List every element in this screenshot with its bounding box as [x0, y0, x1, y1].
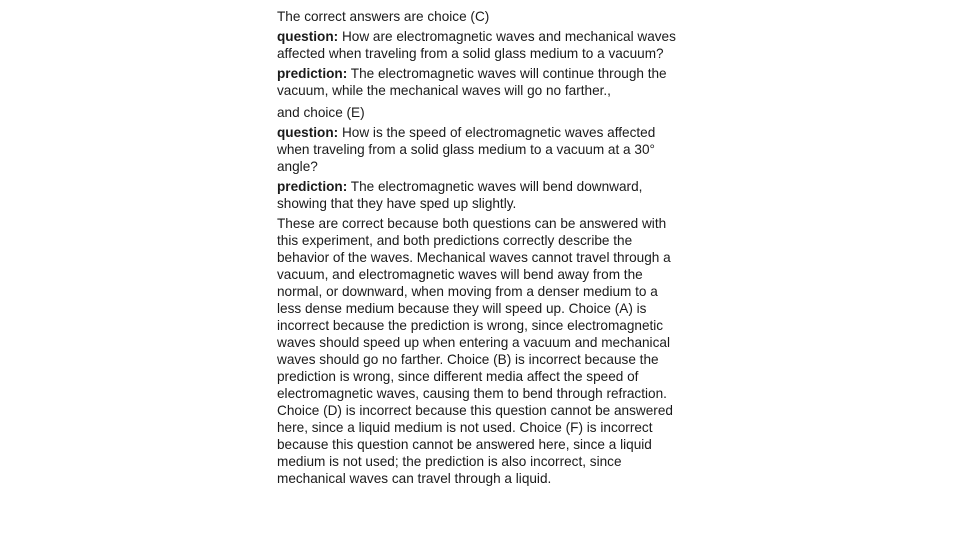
prediction-1-text: The electromagnetic waves will continue through the vacuum, while the mechanical waves will go no farther., — [277, 66, 667, 98]
question-1-label: question: — [277, 29, 339, 44]
prediction-1-label: prediction: — [277, 66, 348, 81]
explanation-paragraph: These are correct because both questions can be answered with this experiment, and both predictions correctly describe the behavior of the waves. Mechanical waves cannot travel through a vacuum, and electromagnetic waves will bend away from the normal, or downward, when moving from a denser medium to a less dense medium because they will speed up. Choice (A) is incorrect because the prediction is wrong, since electromagnetic waves should speed up when entering a vacuum and mechanical waves should go no farther. Choice (B) is incorrect because the prediction is wrong, since different media affect the speed of electromagnetic waves, causing them to bend through refraction. Choice (D) is incorrect because this question cannot be answered here, since a liquid medium is not used. Choice (F) is incorrect because this question cannot be answered here, since a liquid medium is not used; the prediction is also incorrect, since mechanical waves can travel through a liquid. — [277, 216, 673, 486]
question-2-label: question: — [277, 125, 339, 140]
prediction-2-text: The electromagnetic waves will bend downward, showing that they have sped up slightly. — [277, 179, 643, 211]
prediction-2-label: prediction: — [277, 179, 348, 194]
question-1 — [277, 28, 677, 62]
prediction-2 — [277, 178, 677, 212]
question-2 — [277, 124, 677, 175]
prediction-1 — [277, 65, 677, 99]
question-2-text: How is the speed of electromagnetic waves affected when traveling from a solid glass medium to a vacuum at a 30° angle? — [277, 125, 656, 174]
connector-line: and choice (E) — [277, 105, 365, 120]
intro-line: The correct answers are choice (C) — [277, 9, 490, 24]
answer-explanation-page — [277, 8, 677, 490]
question-1-text: How are electromagnetic waves and mechanical waves affected when traveling from a solid glass medium to a vacuum? — [277, 29, 676, 61]
